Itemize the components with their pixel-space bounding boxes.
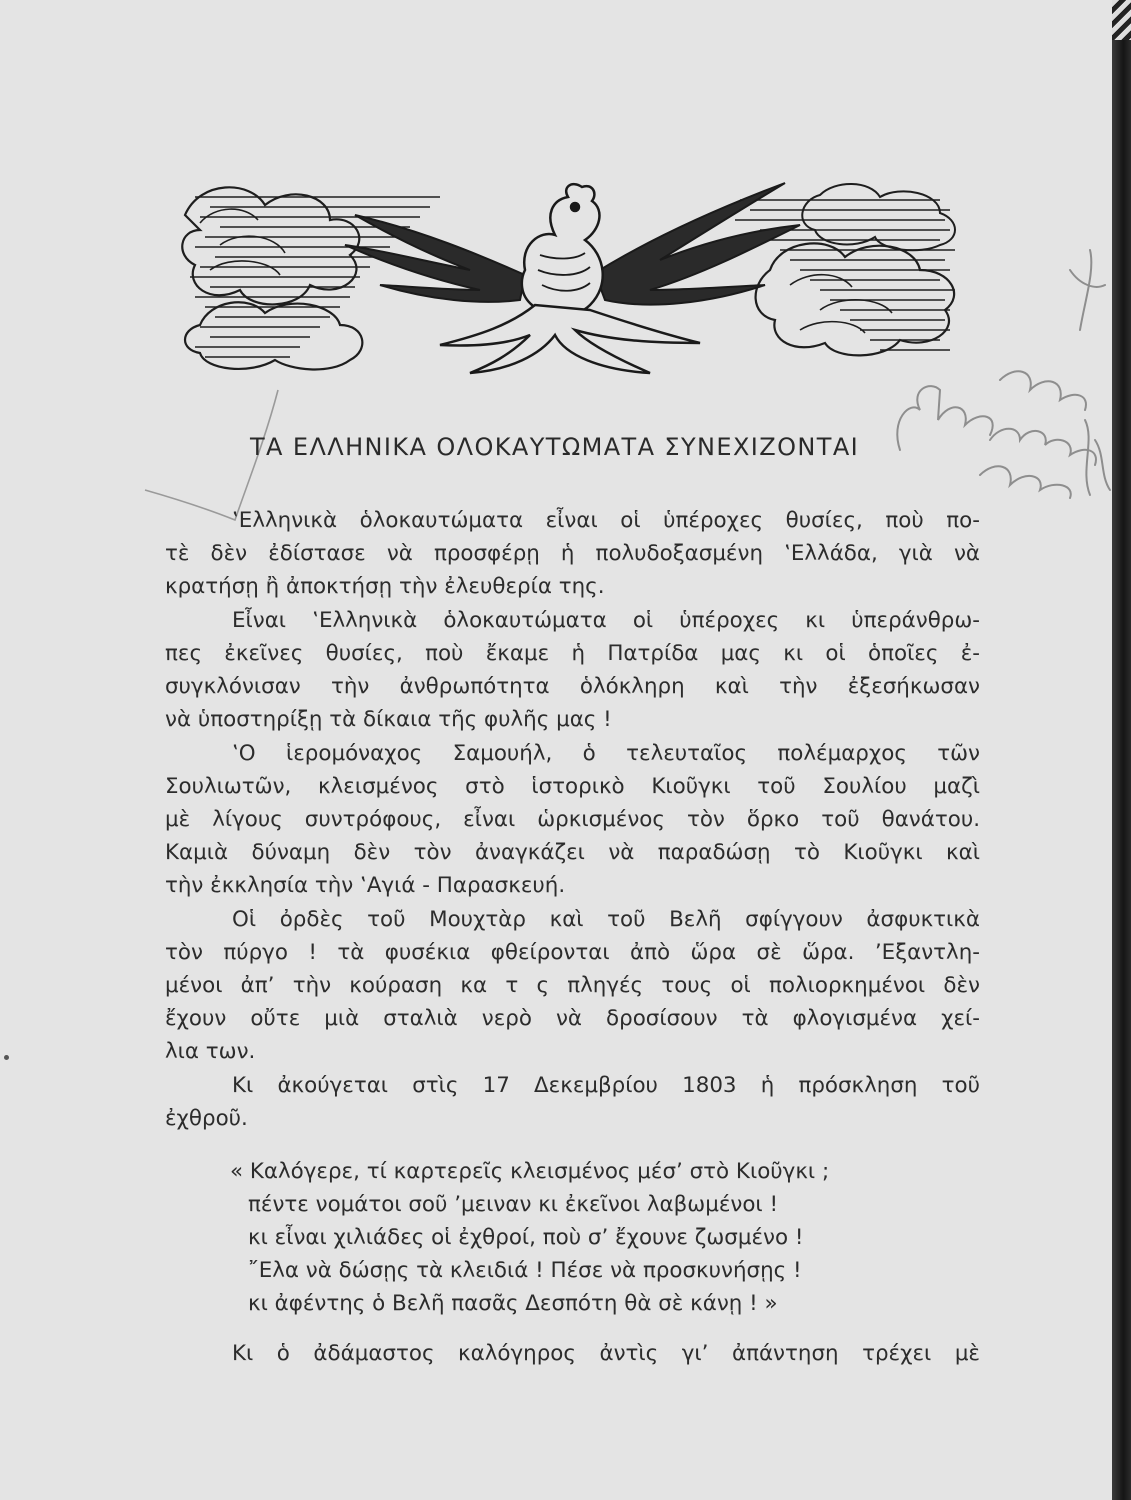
paragraph-2-line-3: συγκλόνισαν τὴν ἀνθρωπότητα ὁλόκληρη καὶ τὴν ἐξεσήκωσαν <box>165 674 980 699</box>
paragraph-3-line-2: Σουλιωτῶν, κλεισμένος στὸ ἱστορικὸ Κιοῦγκι τοῦ Σουλίου μαζὶ <box>165 774 980 799</box>
paragraph-4-line-3: μένοι ἀπ’ τὴν κούραση κα τ ς πληγές τους οἱ πολιορκημένοι δὲν <box>165 973 980 998</box>
paragraph-3-line-5: τὴν ἐκκλησία τὴν ‛Αγιά - Παρασκευή. <box>165 873 566 898</box>
book-binding-edge <box>1112 0 1131 1500</box>
paragraph-4-line-5: λια των. <box>165 1039 256 1064</box>
paragraph-5-line-1: Κι ἀκούγεται στὶς 17 Δεκεμβρίου 1803 ἡ πρόσκληση τοῦ <box>232 1073 980 1098</box>
paragraph-5-line-2: ἐχθροῦ. <box>165 1106 248 1131</box>
poem-line-5: κι ἀφέντης ὁ Βελῆ πασᾶς Δεσπότη θὰ σὲ κάνῃ ! » <box>248 1291 778 1316</box>
edge-speck <box>4 1055 9 1060</box>
paragraph-1-line-3: κρατήσῃ ἢ ἀποκτήσῃ τὴν ἐλευθερία της. <box>165 574 605 599</box>
poem-line-3: κι εἶναι χιλιάδες οἱ ἐχθροί, ποὺ σ’ ἔχουνε ζωσμένο ! <box>248 1225 804 1250</box>
paragraph-2-line-2: πες ἐκεῖνες θυσίες, ποὺ ἔκαμε ἡ Πατρίδα μας κι οἱ ὁποῖες ἐ- <box>165 641 980 666</box>
poem-line-4: ῎Ελα νὰ δώσῃς τὰ κλειδιά ! Πέσε νὰ προσκυνήσῃς ! <box>248 1258 802 1283</box>
closing-line: Κι ὁ ἀδάμαστος καλόγηρος ἀντὶς γι’ ἀπάντηση τρέχει μὲ <box>232 1341 980 1366</box>
paragraph-3-line-3: μὲ λίγους συντρόφους, εἶναι ὡρκισμένος τὸν ὅρκο τοῦ θανάτου. <box>165 807 980 832</box>
paragraph-3-line-4: Καμιὰ δύναμη δὲν τὸν ἀναγκάζει νὰ παραδώσῃ τὸ Κιοῦγκι καὶ <box>165 840 980 865</box>
handwritten-pencil-note <box>880 240 1120 520</box>
paragraph-2-line-4: νὰ ὑποστηρίξῃ τὰ δίκαια τῆς φυλῆς μας ! <box>165 707 612 732</box>
paragraph-1-line-2: τὲ δὲν ἐδίστασε νὰ προσφέρῃ ἡ πολυδοξασμένη ‛Ελλάδα, γιὰ νὰ <box>165 541 980 566</box>
paragraph-2-line-1: Εἶναι ‛Ελληνικὰ ὁλοκαυτώματα οἱ ὑπέροχες κι ὑπεράνθρω- <box>232 608 980 633</box>
binding-stripe-pattern <box>1112 0 1131 40</box>
paragraph-3-line-1: ‛Ο ἱερομόναχος Σαμουήλ, ὁ τελευταῖος πολέμαρχος τῶν <box>232 741 980 766</box>
chapter-title: ΤΑ ΕΛΛΗΝΙΚΑ ΟΛΟΚΑΥΤΩΜΑΤΑ ΣΥΝΕΧΙΖΟΝΤΑΙ <box>250 433 860 461</box>
paragraph-4-line-2: τὸν πύργο ! τὰ φυσέκια φθείρονται ἀπὸ ὥρα σὲ ὥρα. ’Εξαντλη- <box>165 940 980 965</box>
paragraph-4-line-4: ἔχουν οὔτε μιὰ σταλιὰ νερὸ νὰ δροσίσουν τὰ φλογισμένα χεί- <box>165 1006 980 1031</box>
paragraph-1-line-1: ‛Ελληνικὰ ὁλοκαυτώματα εἶναι οἱ ὑπέροχες θυσίες, ποὺ πο- <box>232 508 980 533</box>
poem-line-2: πέντε νομάτοι σοῦ ’μειναν κι ἐκεῖνοι λαβωμένοι ! <box>248 1192 779 1217</box>
phoenix-woodcut-illustration <box>180 175 970 380</box>
paragraph-4-line-1: Οἱ ὀρδὲς τοῦ Μουχτὰρ καὶ τοῦ Βελῆ σφίγγουν ἀσφυκτικὰ <box>232 907 980 932</box>
poem-line-1: « Καλόγερε, τί καρτερεῖς κλεισμένος μέσ’ στὸ Κιοῦγκι ; <box>230 1159 830 1184</box>
